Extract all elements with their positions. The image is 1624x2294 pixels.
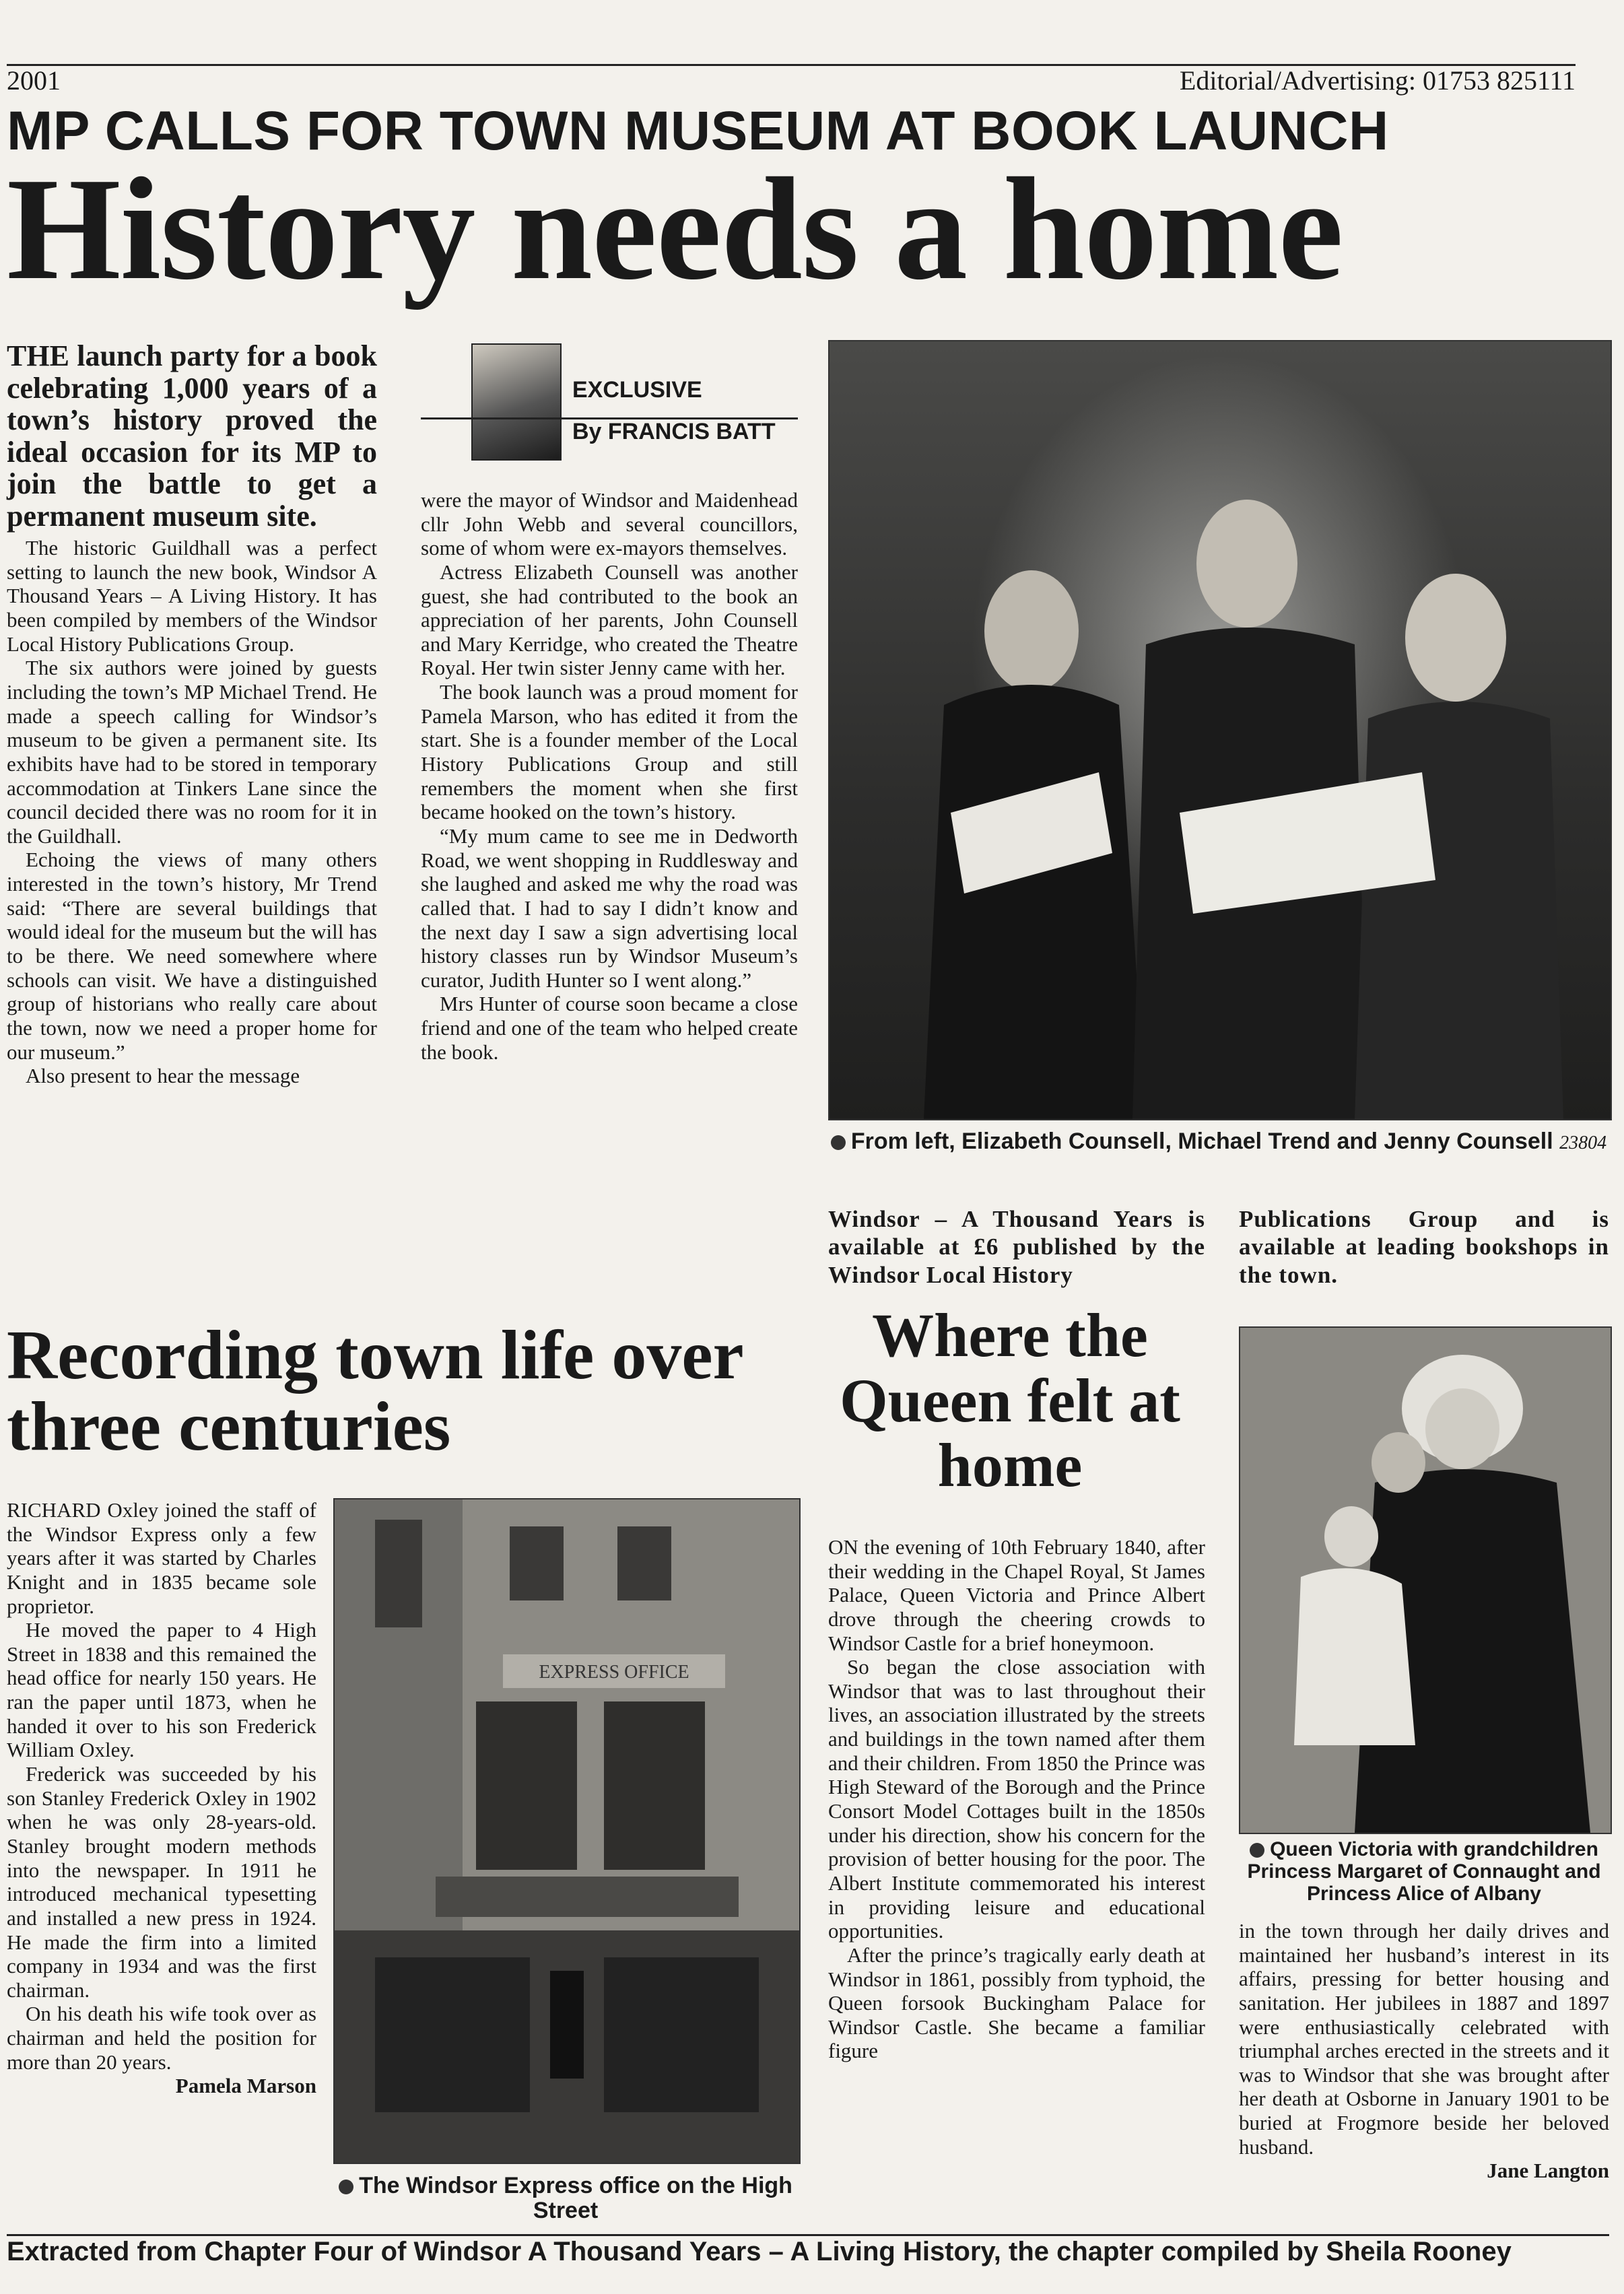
express-office-caption <box>333 2173 798 2224</box>
story2-signature: Pamela Marson <box>175 2074 316 2098</box>
body-paragraph: Echoing the views of many others interested in the town’s history, Mr Trend said: “There are several buildings that would ideal for the museum but the will has to be there. We need somewhere where schools can visit. We have a distinguished group of historians who really care about the town, now we need a proper home for our museum.” <box>7 848 377 1064</box>
body-paragraph: Also present to hear the message <box>26 1064 300 1088</box>
queen-victoria-caption <box>1239 1838 1609 1905</box>
queen-victoria-figures <box>1240 1328 1611 1833</box>
body-paragraph: So began the close association with Windsor that was to last throughout their lives, an association illustrated by the streets and buildings in the town named after them and their children. From 1850 the Prince was High Steward of the Borough and the Prince Consort Model Cottages built in the 1850s under his direction, show his concern for the provision of better housing for the poor. The Albert Institute commemorated his interest in providing leisure and educational opportunities. <box>828 1655 1205 1943</box>
launch-photo-figures <box>830 341 1611 1119</box>
footer-credit: Extracted from Chapter Four of Windsor A Thousand Years – A Living History, the chapter compiled by Sheila Rooney <box>7 2237 1512 2266</box>
body-paragraph: The six authors were joined by guests including the town’s MP Michael Trend. He made a speech calling for Windsor’s museum to be given a permanent site. Its exhibits have had to be stored in temporary accommodation at Tinkers Lane since the council decided there was no room for it in the Guildhall. <box>7 656 377 848</box>
body-paragraph: ON the evening of 10th February 1840, after their wedding in the Chapel Royal, St James Palace, Queen Victoria and Prince Albert drove through the cheering crowds to Windsor Castle for a brief honeymoon. <box>828 1535 1205 1655</box>
issue-year: 2001 <box>7 65 61 96</box>
byline-author: By FRANCIS BATT <box>572 419 776 444</box>
body-paragraph: Mrs Hunter of course soon became a close friend and one of the team who helped create the book. <box>421 992 798 1064</box>
office-sign: EXPRESS OFFICE <box>539 1662 689 1683</box>
contact-number: Editorial/Advertising: 01753 825111 <box>1179 65 1576 96</box>
launch-photo <box>828 340 1612 1120</box>
availability-note-a: Windsor – A Thousand Years is available at £6 published by the Windsor Local History <box>828 1206 1205 1288</box>
body-paragraph: RICHARD Oxley joined the staff of the Windsor Express only a few years after it was started by Charles Knight and in 1835 became sole proprietor. <box>7 1498 316 1618</box>
main-story-col1 <box>7 340 377 1088</box>
body-paragraph: “My mum came to see me in Dedworth Road, we went shopping in Ruddlesway and she laughed and asked me why the road was called that. I had to say I didn’t know and the next day I saw a sign advertising local history classes run by Windsor Museum’s curator, Judith Hunter so I went along.” <box>421 823 798 992</box>
queen-victoria-photo <box>1239 1326 1612 1834</box>
story3-signature: Jane Langton <box>1487 2159 1609 2183</box>
launch-photo-caption <box>828 1129 1609 1154</box>
body-paragraph: were the mayor of Windsor and Maidenhead cllr John Webb and several councillors, some of whom were ex-mayors themselves. <box>421 488 798 560</box>
caption-bullet <box>831 1135 846 1150</box>
main-headline: History needs a home <box>7 148 1343 310</box>
kicker-headline: MP CALLS FOR TOWN MUSEUM AT BOOK LAUNCH <box>7 100 1389 162</box>
body-paragraph: Frederick was succeeded by his son Stanley Frederick Oxley in 1902 when he was only 28-years-old. Stanley brought modern methods into the newspaper. In 1911 he introduced mechanical typesetting and installed a new press in 1924. He made the firm into a limited company in 1934 and was the first chairman. <box>7 1762 316 2002</box>
story3-body <box>828 1535 1205 2063</box>
body-paragraph: Actress Elizabeth Counsell was another guest, she had contributed to the book an appreciation of her parents, John Counsell and Mary Kerridge, who created the Theatre Royal. Her twin sister Jenny came with her. <box>421 560 798 680</box>
availability-note-b: Publications Group and is available at leading bookshops in the town. <box>1239 1206 1609 1288</box>
main-story-col2 <box>421 488 798 1064</box>
photo-reference: 23804 <box>1559 1133 1607 1153</box>
body-paragraph: The historic Guildhall was a perfect setting to launch the new book, Windsor A Thousand Years – A Living History. It has been compiled by members of the Windsor Local History Publications Group. <box>7 536 377 656</box>
caption-text: The Windsor Express office on the High Street <box>359 2173 792 2224</box>
express-office-building <box>335 1499 799 2163</box>
express-office-photo <box>333 1498 801 2164</box>
caption-bullet <box>339 2180 353 2194</box>
footer-rule <box>7 2234 1609 2236</box>
author-photo <box>471 343 562 461</box>
lede-paragraph: THE launch party for a book celebrating 1,000 years of a town’s history proved the ideal occasion for its MP to join the battle to get a permanent museum site. <box>7 339 377 533</box>
story3-headline: Where the Queen felt at home <box>840 1301 1180 1500</box>
byline-label: EXCLUSIVE <box>572 377 702 403</box>
body-paragraph: He moved the paper to 4 High Street in 1838 and this remained the head office for nearly 150 years. He ran the paper until 1873, when he handed it over to his son Frederick William Oxley. <box>7 1618 316 1762</box>
caption-bullet <box>1250 1843 1264 1858</box>
caption-text: From left, Elizabeth Counsell, Michael Trend and Jenny Counsell <box>850 1128 1553 1154</box>
story2-body <box>7 1498 316 2098</box>
body-paragraph: After the prince’s tragically early death at Windsor in 1861, possibly from typhoid, the Queen forsook Buckingham Palace for Windsor Castle. She became a familiar figure <box>828 1943 1205 2063</box>
story2-headline: Recording town life over three centuries <box>7 1316 743 1466</box>
body-paragraph: The book launch was a proud moment for Pamela Marson, who has edited it from the start. She is a founder member of the Local History Publications Group and still remembers the moment when she first became hooked on the town’s history. <box>421 680 798 824</box>
caption-text: Queen Victoria with grandchildren Princess Margaret of Connaught and Princess Alice of Albany <box>1247 1838 1601 1905</box>
body-paragraph: in the town through her daily drives and maintained her husband’s interest in its affairs, pressing for better housing and sanitation. Her jubilees in 1887 and 1897 were enthusiastically celebrated with triumphal arches erected in the streets and it was to Windsor that she was brought after her death at Osborne in January 1901 to be buried at Frogmore beside her beloved husband. <box>1239 1919 1609 2159</box>
story3-continued <box>1239 1919 1609 2183</box>
body-paragraph: On his death his wife took over as chairman and held the position for more than 20 years. <box>7 2002 316 2074</box>
